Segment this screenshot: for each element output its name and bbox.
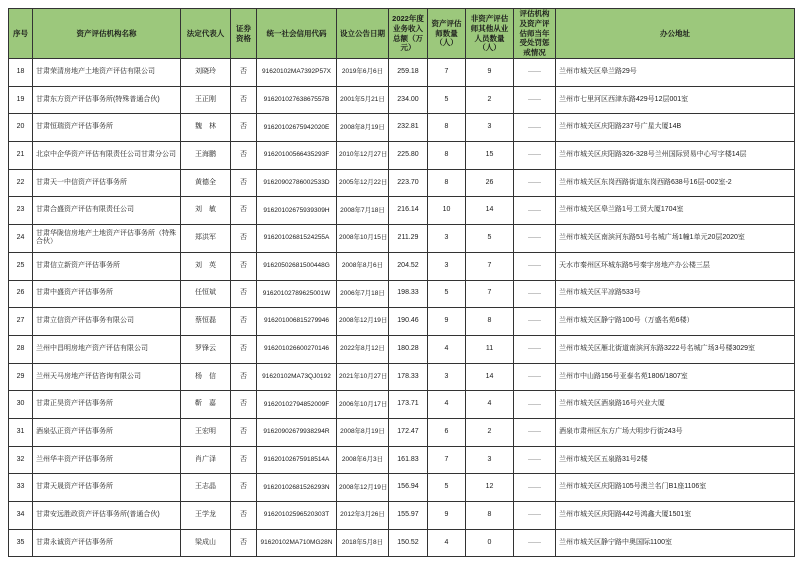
cell-revenue: 211.29: [389, 225, 428, 253]
cell-date: 2012年3月26日: [337, 502, 389, 530]
cell-address: 兰州市城关区静宁路中奥国际1100室: [556, 529, 795, 557]
cell-name: 兰州华丰资产评估事务所: [33, 446, 181, 474]
cell-date: 2008年8月6日: [337, 252, 389, 280]
header-serial-no: 序号: [9, 9, 33, 59]
table-header: [9, 9, 795, 59]
cell-sec: 否: [231, 169, 257, 197]
header-appraiser-count: 资产评估师数量（人）: [428, 9, 466, 59]
cell-revenue: 225.80: [389, 142, 428, 170]
table-row: [9, 114, 795, 142]
cell-name: 甘肃永诚资产评估事务所: [33, 529, 181, 557]
cell-sec: 否: [231, 335, 257, 363]
cell-staff: 8: [466, 308, 514, 336]
cell-date: 2021年10月27日: [337, 363, 389, 391]
cell-penalty: ——: [514, 280, 556, 308]
cell-penalty: ——: [514, 418, 556, 446]
cell-date: 2006年7月18日: [337, 280, 389, 308]
cell-staff: 3: [466, 446, 514, 474]
cell-code: 91620102596520303T: [257, 502, 337, 530]
cell-penalty: ——: [514, 114, 556, 142]
cell-no: 35: [9, 529, 33, 557]
cell-rep: 靳 嘉: [181, 391, 231, 419]
cell-code: 91620102675942020E: [257, 114, 337, 142]
cell-name: 甘肃安远胜政资产评估事务所(普通合伙): [33, 502, 181, 530]
table-row: [9, 363, 795, 391]
cell-address: 兰州市城关区皋兰路1号工贸大厦1704室: [556, 197, 795, 225]
cell-revenue: 232.81: [389, 114, 428, 142]
cell-no: 32: [9, 446, 33, 474]
cell-sec: 否: [231, 446, 257, 474]
cell-address: 兰州市城关区庆阳路105号澳兰名门B1座1106室: [556, 474, 795, 502]
cell-code: 91620502681500448G: [257, 252, 337, 280]
cell-staff: 7: [466, 252, 514, 280]
header-announce-date: 设立公告日期: [337, 9, 389, 59]
header-row: [9, 9, 795, 59]
cell-code: 91620102MA7392P57X: [257, 59, 337, 87]
cell-name: 甘肃立信资产评估事务有限公司: [33, 308, 181, 336]
cell-code: 91620102681526293N: [257, 474, 337, 502]
cell-code: 916201006815279946: [257, 308, 337, 336]
cell-appraisers: 5: [428, 474, 466, 502]
table-row: [9, 474, 795, 502]
cell-rep: 肖广泽: [181, 446, 231, 474]
cell-revenue: 156.94: [389, 474, 428, 502]
valuation-agencies-table: [8, 8, 795, 557]
cell-date: 2001年5月21日: [337, 86, 389, 114]
cell-address: 兰州市城关区五泉路31号2楼: [556, 446, 795, 474]
cell-penalty: ——: [514, 474, 556, 502]
cell-name: 甘肃华陇信房地产土地资产评估事务所（特殊合伙）: [33, 225, 181, 253]
cell-staff: 12: [466, 474, 514, 502]
cell-address: 兰州市城关区南滨河东路51号名城广场1幢1单元20层2020室: [556, 225, 795, 253]
cell-name: 甘肃东方资产评估事务所(特殊普通合伙): [33, 86, 181, 114]
cell-appraisers: 3: [428, 252, 466, 280]
cell-sec: 否: [231, 225, 257, 253]
cell-code: 91620102675939309H: [257, 197, 337, 225]
cell-revenue: 204.52: [389, 252, 428, 280]
cell-code: 91620102794852009F: [257, 391, 337, 419]
cell-name: 甘肃天晟资产评估事务所: [33, 474, 181, 502]
cell-appraisers: 5: [428, 280, 466, 308]
cell-name: 北京中企华资产评估有限责任公司甘肃分公司: [33, 142, 181, 170]
cell-date: 2008年12月19日: [337, 308, 389, 336]
cell-no: 27: [9, 308, 33, 336]
cell-name: 甘肃荣清房地产土地资产评估有限公司: [33, 59, 181, 87]
cell-penalty: ——: [514, 502, 556, 530]
table-row: [9, 252, 795, 280]
cell-address: 兰州市城关区庆阳路237号广星大厦14B: [556, 114, 795, 142]
cell-penalty: ——: [514, 169, 556, 197]
cell-date: 2008年12月19日: [337, 474, 389, 502]
table-row: [9, 529, 795, 557]
cell-sec: 否: [231, 142, 257, 170]
cell-staff: 5: [466, 225, 514, 253]
table-row: [9, 335, 795, 363]
cell-revenue: 234.00: [389, 86, 428, 114]
cell-sec: 否: [231, 197, 257, 225]
cell-name: 兰州中昌明房地产资产评估有限公司: [33, 335, 181, 363]
header-securities-qual: 证券资格: [231, 9, 257, 59]
cell-appraisers: 9: [428, 502, 466, 530]
cell-appraisers: 8: [428, 169, 466, 197]
cell-penalty: ——: [514, 225, 556, 253]
cell-appraisers: 8: [428, 142, 466, 170]
cell-penalty: ——: [514, 363, 556, 391]
cell-date: 2006年10月17日: [337, 391, 389, 419]
header-penalty-status: 评估机构及资产评估师当年受处罚惩戒情况: [514, 9, 556, 59]
cell-rep: 杨 信: [181, 363, 231, 391]
cell-code: 91620902679938294R: [257, 418, 337, 446]
cell-rep: 魏 林: [181, 114, 231, 142]
table-row: [9, 446, 795, 474]
cell-date: 2008年10月15日: [337, 225, 389, 253]
cell-no: 24: [9, 225, 33, 253]
cell-no: 30: [9, 391, 33, 419]
cell-date: 2022年8月12日: [337, 335, 389, 363]
cell-rep: 刘 敏: [181, 197, 231, 225]
cell-staff: 14: [466, 197, 514, 225]
cell-date: 2008年8月19日: [337, 114, 389, 142]
cell-code: 91620102MA710MG28N: [257, 529, 337, 557]
cell-sec: 否: [231, 252, 257, 280]
cell-code: 91620902786002533D: [257, 169, 337, 197]
cell-revenue: 178.33: [389, 363, 428, 391]
cell-rep: 蔡恒磊: [181, 308, 231, 336]
cell-address: 兰州市城关区皋兰路29号: [556, 59, 795, 87]
cell-address: 兰州市城关区酒泉路16号兴业大厦: [556, 391, 795, 419]
cell-staff: 2: [466, 418, 514, 446]
table-row: [9, 280, 795, 308]
cell-address: 兰州市城关区庆阳路442号鸿鑫大厦1501室: [556, 502, 795, 530]
cell-sec: 否: [231, 59, 257, 87]
cell-penalty: ——: [514, 335, 556, 363]
cell-no: 29: [9, 363, 33, 391]
cell-sec: 否: [231, 308, 257, 336]
cell-rep: 任恒斌: [181, 280, 231, 308]
cell-revenue: 173.71: [389, 391, 428, 419]
cell-no: 19: [9, 86, 33, 114]
cell-date: 2010年12月27日: [337, 142, 389, 170]
cell-staff: 11: [466, 335, 514, 363]
table-row: [9, 418, 795, 446]
cell-rep: 刘晓玲: [181, 59, 231, 87]
cell-date: 2005年12月22日: [337, 169, 389, 197]
cell-appraisers: 7: [428, 446, 466, 474]
cell-sec: 否: [231, 363, 257, 391]
cell-staff: 14: [466, 363, 514, 391]
cell-name: 甘肃中盛资产评估事务所: [33, 280, 181, 308]
cell-no: 26: [9, 280, 33, 308]
cell-staff: 4: [466, 391, 514, 419]
cell-revenue: 150.52: [389, 529, 428, 557]
cell-staff: 8: [466, 502, 514, 530]
cell-no: 21: [9, 142, 33, 170]
table-row: [9, 142, 795, 170]
cell-revenue: 155.97: [389, 502, 428, 530]
cell-code: 91620102789625001W: [257, 280, 337, 308]
cell-penalty: ——: [514, 529, 556, 557]
header-agency-name: 资产评估机构名称: [33, 9, 181, 59]
cell-sec: 否: [231, 529, 257, 557]
cell-revenue: 223.70: [389, 169, 428, 197]
cell-appraisers: 5: [428, 86, 466, 114]
cell-code: 91620102675918514A: [257, 446, 337, 474]
cell-sec: 否: [231, 474, 257, 502]
cell-address: 酒泉市肃州区东方广场大明步行街243号: [556, 418, 795, 446]
cell-name: 甘肃信立新资产评估事务所: [33, 252, 181, 280]
cell-revenue: 216.14: [389, 197, 428, 225]
table-row: [9, 86, 795, 114]
table-body: [9, 59, 795, 557]
header-office-address: 办公地址: [556, 9, 795, 59]
cell-name: 甘肃正昊资产评估事务所: [33, 391, 181, 419]
cell-staff: 26: [466, 169, 514, 197]
cell-code: 916201026600270146: [257, 335, 337, 363]
cell-rep: 王学龙: [181, 502, 231, 530]
cell-no: 31: [9, 418, 33, 446]
cell-revenue: 190.46: [389, 308, 428, 336]
cell-staff: 7: [466, 280, 514, 308]
cell-no: 28: [9, 335, 33, 363]
cell-sec: 否: [231, 391, 257, 419]
cell-appraisers: 4: [428, 529, 466, 557]
cell-name: 兰州天马房地产评估咨询有限公司: [33, 363, 181, 391]
cell-sec: 否: [231, 86, 257, 114]
cell-rep: 王海鹏: [181, 142, 231, 170]
cell-name: 甘肃恒瑞资产评估事务所: [33, 114, 181, 142]
cell-rep: 王宏明: [181, 418, 231, 446]
cell-penalty: ——: [514, 446, 556, 474]
cell-sec: 否: [231, 114, 257, 142]
cell-address: 兰州市七里河区西津东路429号12层001室: [556, 86, 795, 114]
cell-appraisers: 8: [428, 114, 466, 142]
cell-staff: 15: [466, 142, 514, 170]
cell-rep: 刘 英: [181, 252, 231, 280]
cell-rep: 黄德全: [181, 169, 231, 197]
cell-appraisers: 7: [428, 59, 466, 87]
cell-staff: 9: [466, 59, 514, 87]
cell-address: 兰州市城关区平凉路533号: [556, 280, 795, 308]
cell-date: 2008年7月18日: [337, 197, 389, 225]
table-row: [9, 391, 795, 419]
cell-no: 18: [9, 59, 33, 87]
cell-rep: 王志晶: [181, 474, 231, 502]
cell-appraisers: 4: [428, 335, 466, 363]
cell-no: 23: [9, 197, 33, 225]
cell-name: 甘肃合盛资产评估有限责任公司: [33, 197, 181, 225]
cell-penalty: ——: [514, 252, 556, 280]
cell-no: 34: [9, 502, 33, 530]
table-row: [9, 59, 795, 87]
cell-no: 25: [9, 252, 33, 280]
cell-revenue: 198.33: [389, 280, 428, 308]
cell-revenue: 180.28: [389, 335, 428, 363]
table-row: [9, 169, 795, 197]
cell-revenue: 172.47: [389, 418, 428, 446]
table-row: [9, 502, 795, 530]
cell-sec: 否: [231, 502, 257, 530]
cell-penalty: ——: [514, 391, 556, 419]
cell-sec: 否: [231, 418, 257, 446]
cell-appraisers: 3: [428, 363, 466, 391]
table-row: [9, 308, 795, 336]
cell-address: 兰州市城关区东岗西路街道东岗西路638号16层-002室-2: [556, 169, 795, 197]
cell-sec: 否: [231, 280, 257, 308]
cell-no: 33: [9, 474, 33, 502]
cell-address: 兰州市城关区庆阳路326-328号兰州国际贸易中心写字楼14层: [556, 142, 795, 170]
cell-code: 91620102763867557B: [257, 86, 337, 114]
cell-address: 兰州市城关区雁北街道南滨河东路3222号名城广场3号楼3029室: [556, 335, 795, 363]
cell-address: 兰州市城关区静宁路100号（万盛名苑6楼）: [556, 308, 795, 336]
cell-staff: 0: [466, 529, 514, 557]
cell-no: 20: [9, 114, 33, 142]
cell-date: 2018年5月8日: [337, 529, 389, 557]
cell-appraisers: 4: [428, 391, 466, 419]
cell-penalty: ——: [514, 142, 556, 170]
cell-revenue: 259.18: [389, 59, 428, 87]
cell-penalty: ——: [514, 59, 556, 87]
cell-penalty: ——: [514, 308, 556, 336]
cell-code: 91620100566435293F: [257, 142, 337, 170]
cell-penalty: ——: [514, 86, 556, 114]
cell-appraisers: 6: [428, 418, 466, 446]
cell-date: 2019年6月6日: [337, 59, 389, 87]
cell-staff: 2: [466, 86, 514, 114]
cell-rep: 罗锋云: [181, 335, 231, 363]
cell-date: 2008年8月19日: [337, 418, 389, 446]
cell-penalty: ——: [514, 197, 556, 225]
table-row: [9, 197, 795, 225]
header-legal-rep: 法定代表人: [181, 9, 231, 59]
cell-rep: 梁成山: [181, 529, 231, 557]
cell-name: 酒泉弘正资产评估事务所: [33, 418, 181, 446]
cell-rep: 王正刚: [181, 86, 231, 114]
cell-date: 2008年6月3日: [337, 446, 389, 474]
cell-code: 91620102MA73QJ0192: [257, 363, 337, 391]
cell-name: 甘肃天一中信资产评估事务所: [33, 169, 181, 197]
header-credit-code: 统一社会信用代码: [257, 9, 337, 59]
cell-appraisers: 9: [428, 308, 466, 336]
cell-staff: 3: [466, 114, 514, 142]
cell-address: 天水市秦州区环城东路5号秦宇房地产办公楼三层: [556, 252, 795, 280]
cell-rep: 郑洪军: [181, 225, 231, 253]
header-revenue-2022: 2022年度业务收入总额（万元）: [389, 9, 428, 59]
cell-revenue: 161.83: [389, 446, 428, 474]
header-other-staff-count: 非资产评估师其他从业人员数量（人）: [466, 9, 514, 59]
cell-appraisers: 3: [428, 225, 466, 253]
cell-address: 兰州市中山路156号亚泰名苑1806/1807室: [556, 363, 795, 391]
cell-appraisers: 10: [428, 197, 466, 225]
table-row: [9, 225, 795, 253]
cell-code: 91620102681524255A: [257, 225, 337, 253]
cell-no: 22: [9, 169, 33, 197]
